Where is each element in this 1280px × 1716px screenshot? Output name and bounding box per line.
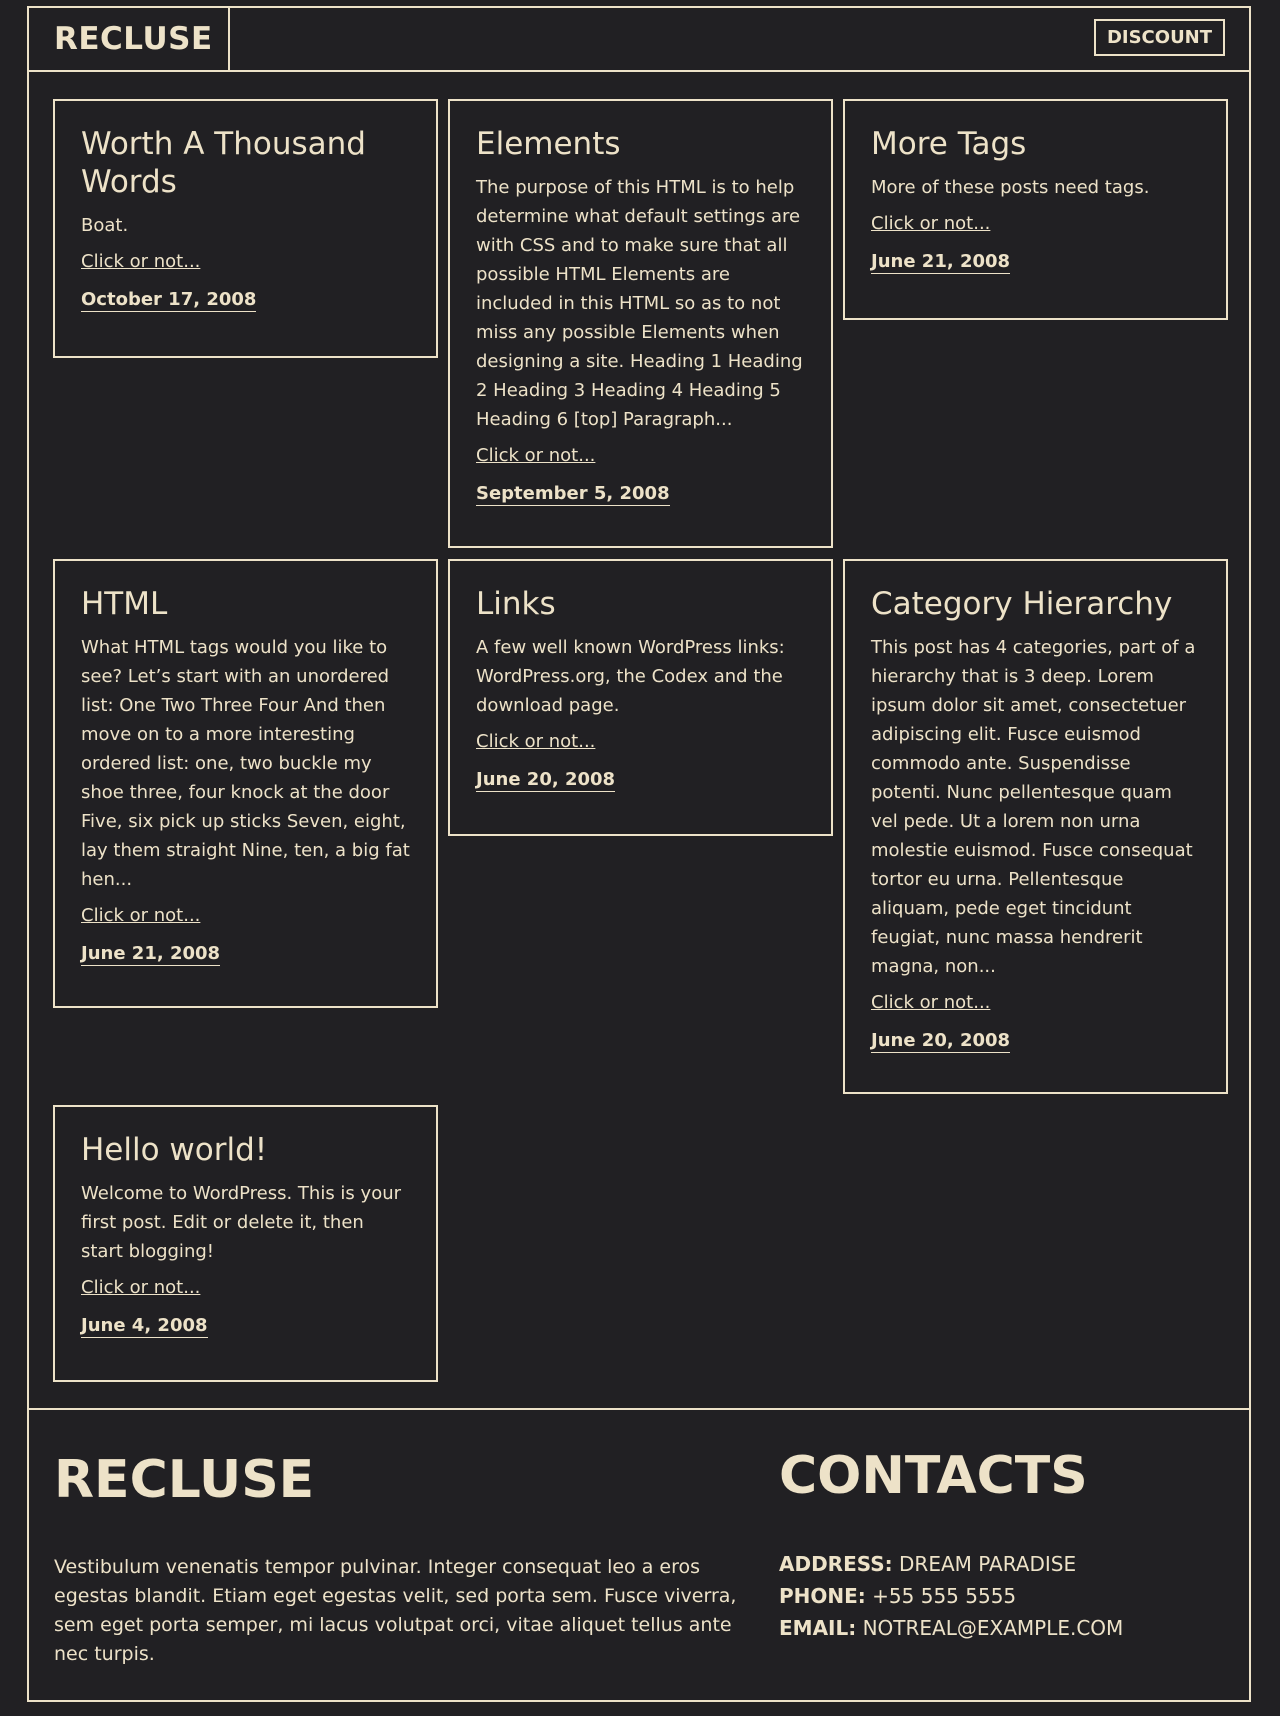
post-excerpt: A few well known WordPress links: WordPress.org, the Codex and the download page.: [476, 637, 785, 716]
read-more-link[interactable]: Click or not...: [871, 992, 991, 1013]
post-excerpt: What HTML tags would you like to see? Let’s start with an unordered list: One Two Three Four And then move on to a more interesting ordered list: one, two buckle my shoe three, four knock at the door Five, six pick up sticks Seven, eight, lay them straight Nine, ten, a big fat hen...: [81, 637, 410, 890]
post-card: [448, 559, 833, 836]
email-value[interactable]: NOTREAL@EXAMPLE.COM: [862, 1616, 1124, 1640]
footer-description: Vestibulum venenatis tempor pulvinar. Integer consequat leo a eros egestas blandit. Etiam eget egestas velit, sed porta sem. Fusce viverra, sem eget porta semper, mi lacus volutpat orci, vitae aliquet tellus ante nec turpis.: [54, 1556, 737, 1665]
post-date[interactable]: June 20, 2008: [871, 1030, 1011, 1051]
post-date[interactable]: October 17, 2008: [81, 289, 257, 310]
post-excerpt: This post has 4 categories, part of a hierarchy that is 3 deep. Lorem ipsum dolor sit amet, consectetuer adipiscing elit. Fusce euismod commodo ante. Suspendisse potenti. Nunc pellentesque quam vel pede. Ut a lorem non urna molestie euismod. Fusce consequat tortor eu urna. Pellentesque aliquam, pede eget tincidunt feugiat, nunc massa hendrerit magna, non...: [871, 637, 1196, 977]
post-date[interactable]: June 4, 2008: [81, 1315, 208, 1336]
read-more-link[interactable]: Click or not...: [871, 213, 991, 234]
post-title[interactable]: Worth A Thousand Words: [81, 126, 366, 200]
post-title[interactable]: HTML: [81, 586, 168, 622]
email-label: EMAIL:: [779, 1616, 857, 1640]
post-title[interactable]: Category Hierarchy: [871, 586, 1173, 622]
address-label: ADDRESS:: [779, 1552, 893, 1576]
contacts-heading: CONTACTS: [779, 1446, 1088, 1506]
post-card: [843, 559, 1228, 1094]
read-more-link[interactable]: Click or not...: [81, 251, 201, 272]
post-excerpt: More of these posts need tags.: [871, 177, 1150, 198]
post-card: [448, 99, 833, 548]
discount-button[interactable]: DISCOUNT: [1094, 19, 1225, 56]
post-date[interactable]: September 5, 2008: [476, 483, 670, 504]
site-footer: [29, 1408, 1249, 1700]
post-card: [53, 559, 438, 1008]
contact-phone: [779, 1580, 1123, 1612]
read-more-link[interactable]: Click or not...: [476, 731, 596, 752]
post-excerpt: The purpose of this HTML is to help determine what default settings are with CSS and to make sure that all possible HTML Elements are included in this HTML so as to not miss any possible Elements when designing a site. Heading 1 Heading 2 Heading 3 Heading 4 Heading 5 Heading 6 [top] Paragraph...: [476, 177, 803, 430]
read-more-link[interactable]: Click or not...: [81, 1277, 201, 1298]
contacts-list: [779, 1548, 1123, 1644]
post-card: [53, 1105, 438, 1382]
site-logo[interactable]: RECLUSE: [29, 8, 230, 70]
contact-email: [779, 1612, 1123, 1644]
contact-address: [779, 1548, 1123, 1580]
post-title[interactable]: Elements: [476, 126, 621, 162]
post-title[interactable]: Links: [476, 586, 556, 622]
post-date[interactable]: June 21, 2008: [871, 251, 1011, 272]
phone-label: PHONE:: [779, 1584, 866, 1608]
post-excerpt: Boat.: [81, 215, 129, 236]
footer-brand: RECLUSE: [54, 1450, 315, 1510]
post-card: [53, 99, 438, 358]
post-date[interactable]: June 21, 2008: [81, 943, 221, 964]
post-date[interactable]: June 20, 2008: [476, 769, 616, 790]
post-card: [843, 99, 1228, 320]
read-more-link[interactable]: Click or not...: [476, 445, 596, 466]
read-more-link[interactable]: Click or not...: [81, 905, 201, 926]
post-excerpt: Welcome to WordPress. This is your first post. Edit or delete it, then start blogging!: [81, 1183, 402, 1262]
site-header: [29, 8, 1249, 72]
page-frame: [27, 6, 1251, 1702]
post-title[interactable]: Hello world!: [81, 1132, 268, 1168]
phone-value[interactable]: +55 555 5555: [872, 1584, 1017, 1608]
post-title[interactable]: More Tags: [871, 126, 1027, 162]
address-value: DREAM PARADISE: [899, 1552, 1077, 1576]
